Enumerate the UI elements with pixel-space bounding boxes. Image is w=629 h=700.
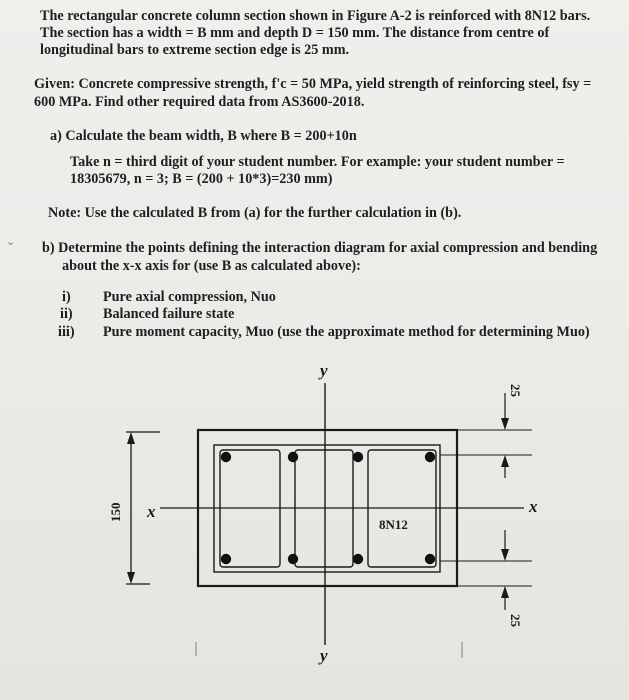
intro-line-3: longitudinal bars to extreme section edge is 25 mm. — [40, 42, 350, 58]
part-b-item-1-text: Pure axial compression, Nuo — [103, 289, 276, 305]
part-b-item-1-num: i) — [62, 289, 71, 305]
rebar-bottom-2 — [288, 554, 298, 564]
cover-bottom-arrow-down — [501, 549, 509, 561]
cover-top-arrow-up — [501, 455, 509, 467]
rebar-top-1 — [221, 452, 231, 462]
part-b-item-2-text: Balanced failure state — [103, 306, 235, 322]
cover-top-label: 25 — [508, 384, 523, 397]
note: Note: Use the calculated B from (a) for the further calculation in (b). — [48, 205, 462, 221]
depth-label: 150 — [108, 502, 123, 522]
bar-label: 8N12 — [379, 517, 408, 532]
rebar-top-4 — [425, 452, 435, 462]
depth-arrow-bottom — [127, 572, 135, 584]
part-b-item-3-text: Pure moment capacity, Muo (use the approximate method for determining Muo) — [103, 324, 590, 340]
part-b-line-1: b) Determine the points defining the interaction diagram for axial compression and bending — [42, 240, 598, 256]
x-axis-label-right: x — [529, 497, 538, 516]
y-axis-label-bottom: y — [320, 646, 328, 665]
margin-marker: ⌄ — [6, 236, 16, 248]
column-section-figure — [0, 350, 629, 700]
y-axis-label-top: y — [320, 361, 328, 380]
cover-top-arrow-down — [501, 418, 509, 430]
cover-bottom-label: 25 — [508, 614, 523, 627]
intro-line-2: The section has a width = B mm and depth D = 150 mm. The distance from centre of — [40, 25, 550, 41]
part-b-line-2: about the x-x axis for (use B as calculated above): — [62, 258, 361, 274]
part-b-item-2-num: ii) — [60, 306, 73, 322]
rebar-bottom-4 — [425, 554, 435, 564]
depth-arrow-top — [127, 432, 135, 444]
rebar-bottom-3 — [353, 554, 363, 564]
given-line-1: Given: Concrete compressive strength, f'c = 50 MPa, yield strength of reinforcing steel, fsy = — [34, 76, 592, 92]
part-a-take-line-2: 18305679, n = 3; B = (200 + 10*3)=230 mm) — [70, 171, 333, 187]
rebar-bottom-1 — [221, 554, 231, 564]
part-a-question: a) Calculate the beam width, B where B = 200+10n — [50, 128, 357, 144]
part-b-item-3-num: iii) — [58, 324, 75, 340]
cover-bottom-arrow-up — [501, 586, 509, 598]
rebar-top-2 — [288, 452, 298, 462]
part-a-take-line-1: Take n = third digit of your student number. For example: your student number = — [70, 154, 565, 170]
given-line-2: 600 MPa. Find other required data from AS3600-2018. — [34, 94, 365, 110]
rebar-top-3 — [353, 452, 363, 462]
intro-line-1: The rectangular concrete column section shown in Figure A-2 is reinforced with 8N12 bars. — [40, 8, 591, 24]
x-axis-label-left: x — [147, 502, 156, 521]
